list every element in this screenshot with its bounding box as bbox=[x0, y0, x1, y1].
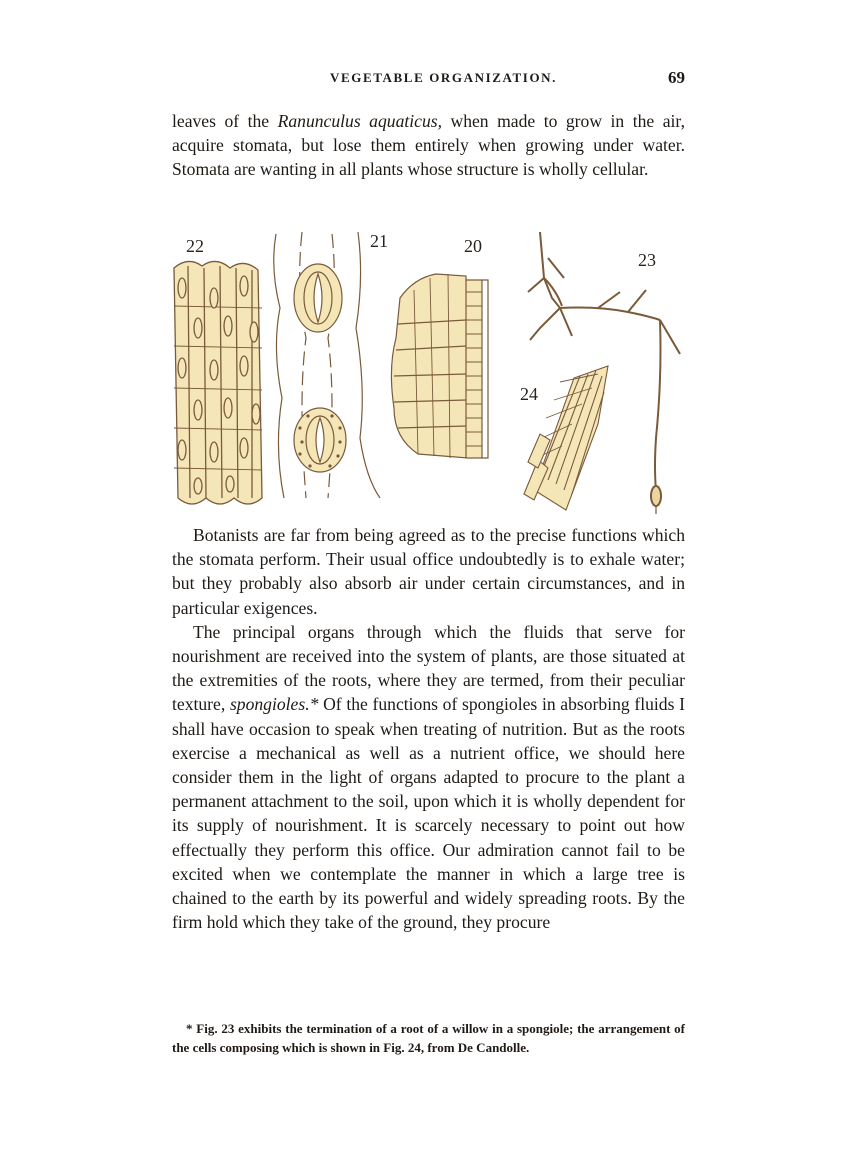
fig-label-20: 20 bbox=[464, 236, 482, 256]
intro-text-after: when made to grow in the air, acquire stomata, but lose them entirely when growing under water. Stomata are wanting in all plants whose structure is wholly cellular. bbox=[172, 111, 685, 180]
running-head bbox=[170, 68, 685, 92]
footnote-text: * Fig. 23 exhibits the termination of a root of a willow in a spongiole; the arrangement of the cells composing which is shown in Fig. 24, from De Candolle. bbox=[172, 1021, 685, 1055]
main-text bbox=[172, 523, 685, 934]
fig-20-leaf-section bbox=[391, 274, 488, 458]
fig-label-22: 22 bbox=[186, 236, 204, 256]
fig-21-stomata bbox=[274, 232, 380, 498]
species-name: Ranunculus aquaticus, bbox=[277, 111, 442, 131]
paragraph-stomata-functions: Botanists are far from being agreed as to the precise functions which the stomata perform. Their usual office undoubtedly is to exhale water; but they probably also absorb air under certain circumstances, and in particular exigences. bbox=[172, 525, 685, 618]
fig-label-24: 24 bbox=[520, 384, 538, 404]
intro-paragraph bbox=[172, 109, 685, 182]
paragraph-spongioles-after: Of the functions of spongioles in absorbing fluids I shall have occasion to speak when treating of nutrition. But as the roots exercise a mechanical as well as a nutrient office, we should here consider them in the light of organs adapted to procure to the plant a permanent attachment to the soil, upon which it is wholly dependent for its supply of nourishment. It is scarcely necessary to point out how effectually they perform this office. Our admiration cannot fail to be excited when we contemplate the manner in which a large tree is chained to the earth by its powerful and widely spreading roots. By the firm hold which they take of the ground, they procure bbox=[172, 694, 685, 933]
paragraph-spongioles bbox=[172, 620, 685, 935]
paragraph-spongioles-before: The principal organs through which the fluids that serve for nourishment are received into the system of plants, are those situated at the extremities of the roots, where they are termed, from their peculiar texture, bbox=[172, 621, 685, 715]
term-spongioles: spongioles.* bbox=[229, 694, 319, 715]
fig-label-21: 21 bbox=[370, 231, 388, 251]
fig-label-23: 23 bbox=[638, 250, 656, 270]
figure-illustration bbox=[168, 228, 690, 518]
fig-22-cellular-tissue bbox=[174, 261, 262, 504]
page-number: 69 bbox=[668, 68, 685, 87]
running-title: VEGETABLE ORGANIZATION. bbox=[330, 70, 558, 85]
botanical-figure bbox=[168, 228, 690, 518]
intro-paragraph-text bbox=[172, 109, 685, 182]
footnote bbox=[172, 1019, 685, 1057]
intro-text-before: leaves of the bbox=[172, 111, 278, 131]
